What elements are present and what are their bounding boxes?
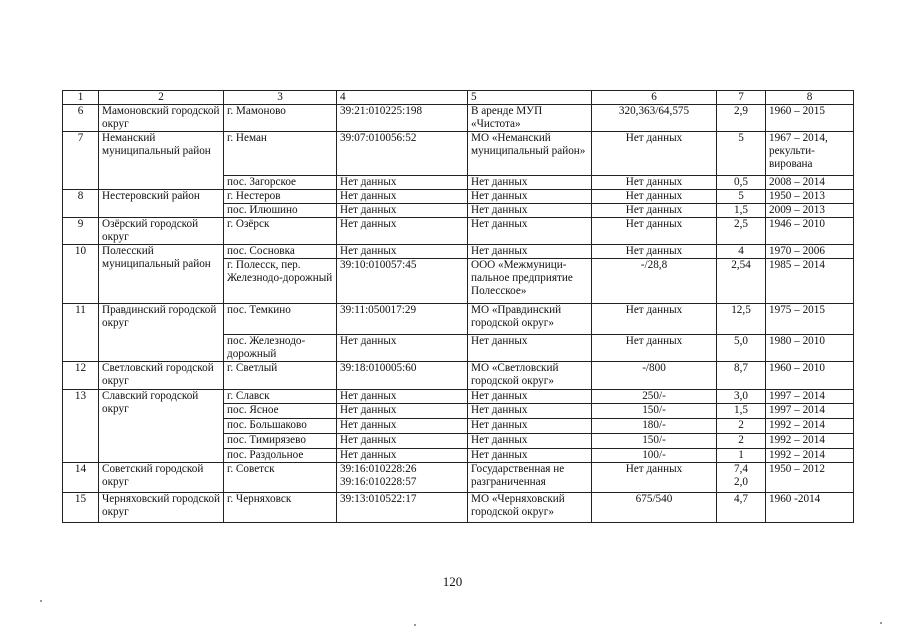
header-cell: 6 [592, 91, 717, 105]
area-cell: Нет данных [592, 204, 717, 218]
district-cell: Правдинский городской округ [99, 304, 224, 362]
owner-cell: В аренде МУП «Чистота» [468, 105, 592, 132]
height-cell: 1,5 [717, 204, 766, 218]
area-cell: Нет данных [592, 304, 717, 335]
row-number-cell: 13 [63, 390, 99, 463]
cadastral-number-cell: Нет данных [337, 204, 468, 218]
owner-cell: Нет данных [468, 434, 592, 449]
area-cell: -/28,8 [592, 259, 717, 304]
owner-cell: Нет данных [468, 390, 592, 404]
settlement-cell: пос. Железнодо-дорожный [224, 335, 337, 362]
table-row [63, 190, 854, 204]
district-cell: Озёрский городской округ [99, 218, 224, 245]
height-cell: 5 [717, 190, 766, 204]
header-cell: 1 [63, 91, 99, 105]
header-cell: 4 [337, 91, 468, 105]
settlement-cell: пос. Темкино [224, 304, 337, 335]
years-cell: 1960 – 2015 [766, 105, 854, 132]
height-cell: 1 [717, 449, 766, 463]
years-cell: 1980 – 2010 [766, 335, 854, 362]
cadastral-number-cell: Нет данных [337, 404, 468, 419]
years-cell: 1985 – 2014 [766, 259, 854, 304]
owner-cell: МО «Неманский муниципальный район» [468, 132, 592, 176]
scan-speck [40, 600, 42, 602]
settlement-cell: пос. Илюшино [224, 204, 337, 218]
row-number-cell: 14 [63, 463, 99, 493]
years-cell: 1960 – 2010 [766, 362, 854, 390]
table-row [63, 463, 854, 493]
area-cell: 150/- [592, 404, 717, 419]
owner-cell: Нет данных [468, 419, 592, 434]
district-cell: Мамоновский городской округ [99, 105, 224, 132]
owner-cell: Нет данных [468, 404, 592, 419]
row-number-cell: 8 [63, 190, 99, 218]
row-number-cell: 10 [63, 245, 99, 304]
cadastral-number-cell: 39:07:010056:52 [337, 132, 468, 176]
years-cell: 2008 – 2014 [766, 176, 854, 190]
height-cell: 7,4 2,0 [717, 463, 766, 493]
cadastral-number-cell: 39:10:010057:45 [337, 259, 468, 304]
owner-cell: МО «Черняховский городской округ» [468, 493, 592, 523]
owner-cell: Нет данных [468, 245, 592, 259]
settlement-cell: пос. Большаково [224, 419, 337, 434]
table-row [63, 105, 854, 132]
settlement-cell: г. Полесск, пер. Железнодо-дорожный [224, 259, 337, 304]
area-cell: -/800 [592, 362, 717, 390]
owner-cell: Нет данных [468, 176, 592, 190]
cadastral-number-cell: 39:21:010225:198 [337, 105, 468, 132]
district-cell: Светловский городской округ [99, 362, 224, 390]
height-cell: 8,7 [717, 362, 766, 390]
cadastral-number-cell: Нет данных [337, 434, 468, 449]
owner-cell: Нет данных [468, 204, 592, 218]
row-number-cell: 9 [63, 218, 99, 245]
height-cell: 2 [717, 434, 766, 449]
height-cell: 2 [717, 419, 766, 434]
cadastral-number-cell: 39:13:010522:17 [337, 493, 468, 523]
district-cell: Неманский муниципальный район [99, 132, 224, 190]
cadastral-number-cell: Нет данных [337, 449, 468, 463]
cadastral-number-cell: Нет данных [337, 245, 468, 259]
years-cell: 1960 -2014 [766, 493, 854, 523]
settlement-cell: пос. Сосновка [224, 245, 337, 259]
row-number-cell: 15 [63, 493, 99, 523]
header-cell: 5 [468, 91, 592, 105]
area-cell: Нет данных [592, 335, 717, 362]
scan-speck [880, 622, 882, 624]
table-row [63, 218, 854, 245]
area-cell: 100/- [592, 449, 717, 463]
owner-cell: Нет данных [468, 449, 592, 463]
area-cell: Нет данных [592, 245, 717, 259]
years-cell: 1950 – 2012 [766, 463, 854, 493]
table-row [63, 390, 854, 404]
owner-cell: Нет данных [468, 335, 592, 362]
owner-cell: Государственная не разграниченная [468, 463, 592, 493]
scan-speck [414, 624, 416, 626]
cadastral-number-cell: 39:11:050017:29 [337, 304, 468, 335]
table-row [63, 304, 854, 335]
district-cell: Черняховский городской округ [99, 493, 224, 523]
settlement-cell: г. Озёрск [224, 218, 337, 245]
years-cell: 1992 – 2014 [766, 434, 854, 449]
cadastral-number-cell: Нет данных [337, 218, 468, 245]
years-cell: 1950 – 2013 [766, 190, 854, 204]
header-cell: 8 [766, 91, 854, 105]
height-cell: 5 [717, 132, 766, 176]
years-cell: 2009 – 2013 [766, 204, 854, 218]
district-cell: Советский городской округ [99, 463, 224, 493]
height-cell: 4,7 [717, 493, 766, 523]
area-cell: Нет данных [592, 176, 717, 190]
row-number-cell: 7 [63, 132, 99, 190]
settlement-cell: г. Нестеров [224, 190, 337, 204]
years-cell: 1992 – 2014 [766, 419, 854, 434]
height-cell: 4 [717, 245, 766, 259]
height-cell: 0,5 [717, 176, 766, 190]
owner-cell: МО «Правдинский городской округ» [468, 304, 592, 335]
area-cell: Нет данных [592, 218, 717, 245]
area-cell: 675/540 [592, 493, 717, 523]
district-cell: Нестеровский район [99, 190, 224, 218]
table-row [63, 132, 854, 176]
height-cell: 1,5 [717, 404, 766, 419]
area-cell: 180/- [592, 419, 717, 434]
table-row [63, 362, 854, 390]
header-cell: 3 [224, 91, 337, 105]
page-number: 120 [442, 574, 463, 589]
owner-cell: ООО «Межмуници-пальное предприятие Полесское» [468, 259, 592, 304]
district-cell: Полесский муниципальный район [99, 245, 224, 304]
area-cell: 320,363/64,575 [592, 105, 717, 132]
years-cell: 1975 – 2015 [766, 304, 854, 335]
row-number-cell: 12 [63, 362, 99, 390]
area-cell: Нет данных [592, 463, 717, 493]
height-cell: 2,5 [717, 218, 766, 245]
height-cell: 3,0 [717, 390, 766, 404]
height-cell: 2,9 [717, 105, 766, 132]
cadastral-number-cell: 39:18:010005:60 [337, 362, 468, 390]
header-cell: 7 [717, 91, 766, 105]
area-cell: 250/- [592, 390, 717, 404]
settlement-cell: г. Славск [224, 390, 337, 404]
years-cell: 1967 – 2014, рекульти-вирована [766, 132, 854, 176]
settlement-cell: г. Неман [224, 132, 337, 176]
row-number-cell: 11 [63, 304, 99, 362]
height-cell: 2,54 [717, 259, 766, 304]
years-cell: 1997 – 2014 [766, 404, 854, 419]
settlement-cell: пос. Тимирязево [224, 434, 337, 449]
years-cell: 1992 – 2014 [766, 449, 854, 463]
settlement-cell: г. Светлый [224, 362, 337, 390]
area-cell: Нет данных [592, 132, 717, 176]
height-cell: 12,5 [717, 304, 766, 335]
settlement-cell: г. Советск [224, 463, 337, 493]
district-cell: Славский городской округ [99, 390, 224, 463]
owner-cell: Нет данных [468, 190, 592, 204]
area-cell: Нет данных [592, 190, 717, 204]
settlement-cell: пос. Раздольное [224, 449, 337, 463]
years-cell: 1997 – 2014 [766, 390, 854, 404]
area-cell: 150/- [592, 434, 717, 449]
settlement-cell: пос. Загорское [224, 176, 337, 190]
owner-cell: Нет данных [468, 218, 592, 245]
table-header-row [63, 91, 854, 105]
settlement-cell: пос. Ясное [224, 404, 337, 419]
years-cell: 1970 – 2006 [766, 245, 854, 259]
row-number-cell: 6 [63, 105, 99, 132]
settlement-cell: г. Черняховск [224, 493, 337, 523]
settlement-cell: г. Мамоново [224, 105, 337, 132]
cadastral-number-cell: Нет данных [337, 190, 468, 204]
cadastral-number-cell: Нет данных [337, 390, 468, 404]
header-cell: 2 [99, 91, 224, 105]
cadastral-number-cell: Нет данных [337, 335, 468, 362]
cadastral-number-cell: Нет данных [337, 419, 468, 434]
cadastral-number-cell: Нет данных [337, 176, 468, 190]
height-cell: 5,0 [717, 335, 766, 362]
table-row [63, 245, 854, 259]
cadastral-number-cell: 39:16:010228:26 39:16:010228:57 [337, 463, 468, 493]
landfill-table [62, 90, 854, 523]
owner-cell: МО «Светловский городской округ» [468, 362, 592, 390]
years-cell: 1946 – 2010 [766, 218, 854, 245]
table-row [63, 493, 854, 523]
